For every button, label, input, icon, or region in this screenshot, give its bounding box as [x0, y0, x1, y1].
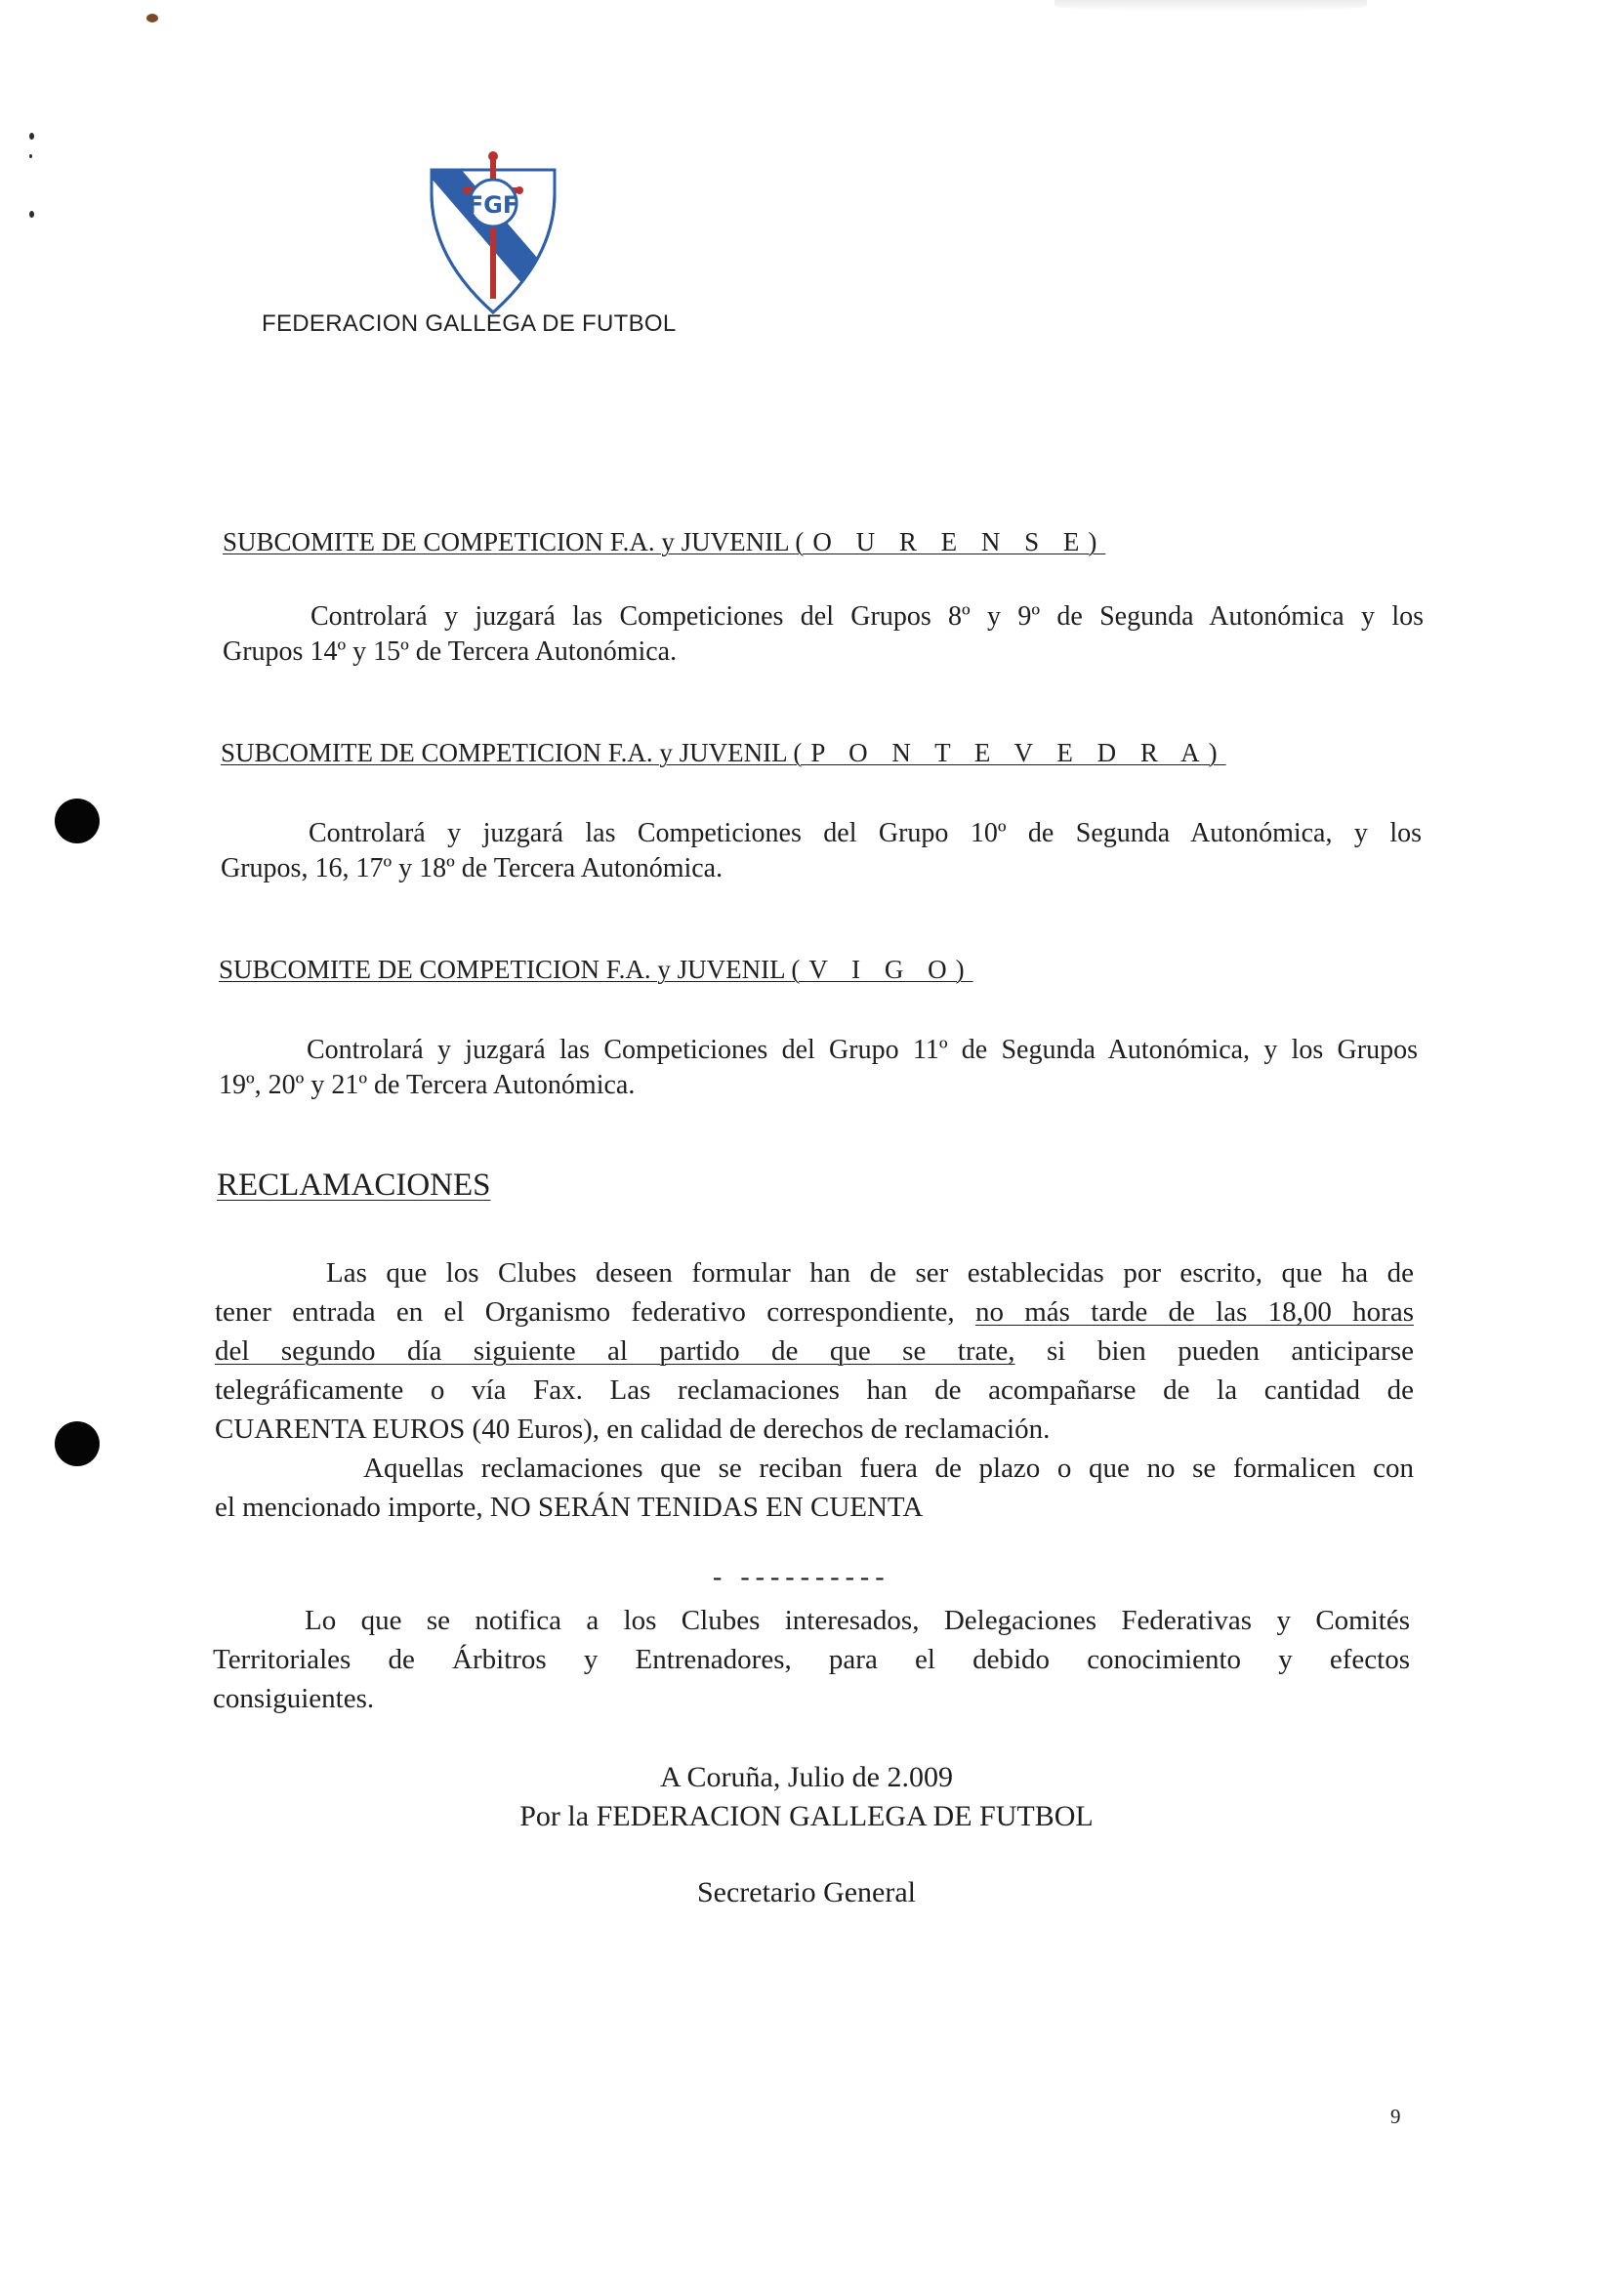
section-body-pontevedra: [221, 816, 1422, 886]
closing-line: Territoriales de Árbitros y Entrenadores, para el debido conocimiento y efectos: [213, 1644, 1410, 1675]
scan-speck: [29, 211, 34, 218]
closing-line: consiguientes.: [213, 1683, 375, 1714]
section-title-vigo: [219, 955, 973, 985]
section-body-line: Controlará y juzgará las Competiciones del Grupo 11º de Segunda Autonómica, y los Grupos: [307, 1035, 1418, 1065]
reclamaciones-line: el mencionado importe, NO SERÁN TENIDAS EN CUENTA: [215, 1492, 924, 1523]
section-title-prefix: SUBCOMITE DE COMPETICION F.A. y JUVENIL: [219, 955, 792, 984]
section-body-line: 19º, 20º y 21º de Tercera Autonómica.: [219, 1070, 636, 1100]
logo-monogram: FGF: [467, 191, 519, 219]
section-title-city: (O U R E N S E): [795, 527, 1106, 556]
scan-speck: [146, 14, 158, 22]
reclamaciones-text: si bien pueden anticiparse: [1014, 1335, 1414, 1367]
section-title-prefix: SUBCOMITE DE COMPETICION F.A. y JUVENIL: [221, 738, 794, 767]
signature-on-behalf: Por la FEDERACION GALLEGA DE FUTBOL: [519, 1800, 1094, 1832]
reclamaciones-paragraph-1: [215, 1253, 1414, 1449]
reclamaciones-heading: RECLAMACIONES: [217, 1168, 491, 1203]
reclamaciones-paragraph-2: [215, 1449, 1414, 1527]
reclamaciones-line: [215, 1292, 1414, 1332]
section-title-city: (V I G O): [791, 955, 973, 984]
section-title-ourense: [223, 527, 1105, 557]
section-body-line: Grupos, 16, 17º y 18º de Tercera Autonómica.: [221, 853, 724, 883]
reclamaciones-line: telegráficamente o vía Fax. Las reclamaciones han de acompañarse de la cantidad de: [215, 1374, 1414, 1406]
reclamaciones-deadline-underlined: del segundo día siguiente al partido de que se trate,: [215, 1335, 1015, 1367]
scan-shadow: [1055, 0, 1367, 12]
scan-speck: [29, 154, 32, 158]
section-body-ourense: [223, 599, 1424, 670]
section-title-pontevedra: [221, 738, 1226, 768]
reclamaciones-line: [215, 1332, 1414, 1371]
reclamaciones-line: Las que los Clubes deseen formular han de ser establecidas por escrito, que ha de: [326, 1257, 1414, 1289]
organization-header: FEDERACION GALLEGA DE FUTBOL: [262, 310, 677, 337]
punch-hole-lower: [55, 1421, 100, 1466]
section-title-prefix: SUBCOMITE DE COMPETICION F.A. y JUVENIL: [223, 527, 796, 556]
reclamaciones-deadline-underlined: no más tarde de las 18,00 horas: [974, 1296, 1414, 1328]
place-and-date: A Coruña, Julio de 2.009: [660, 1761, 953, 1793]
separator-dashes: - ----------: [713, 1562, 890, 1592]
punch-hole-upper: [55, 799, 100, 843]
page-number: 9: [1390, 2105, 1401, 2128]
section-body-vigo: [219, 1033, 1418, 1103]
section-body-line: Controlará y juzgará las Competiciones del Grupo 10º de Segunda Autonómica, y los: [309, 818, 1422, 848]
reclamaciones-line: Aquellas reclamaciones que se reciban fuera de plazo o que no se formalicen con: [363, 1453, 1414, 1484]
section-body-line: Grupos 14º y 15º de Tercera Autonómica.: [223, 636, 678, 667]
federation-crest-logo: [426, 150, 560, 314]
reclamaciones-line: CUARENTA EUROS (40 Euros), en calidad de derechos de reclamación.: [215, 1414, 1051, 1445]
signature-role: Secretario General: [696, 1876, 917, 1908]
section-body-line: Controlará y juzgará las Competiciones del Grupos 8º y 9º de Segunda Autonómica y los: [310, 601, 1424, 632]
closing-paragraph: [213, 1601, 1410, 1718]
closing-line: Lo que se notifica a los Clubes interesados, Delegaciones Federativas y Comités: [305, 1605, 1410, 1636]
reclamaciones-text: tener entrada en el Organismo federativo correspondiente,: [215, 1296, 975, 1328]
scan-speck: [29, 133, 34, 140]
section-title-city: (P O N T E V E D R A): [793, 738, 1226, 767]
